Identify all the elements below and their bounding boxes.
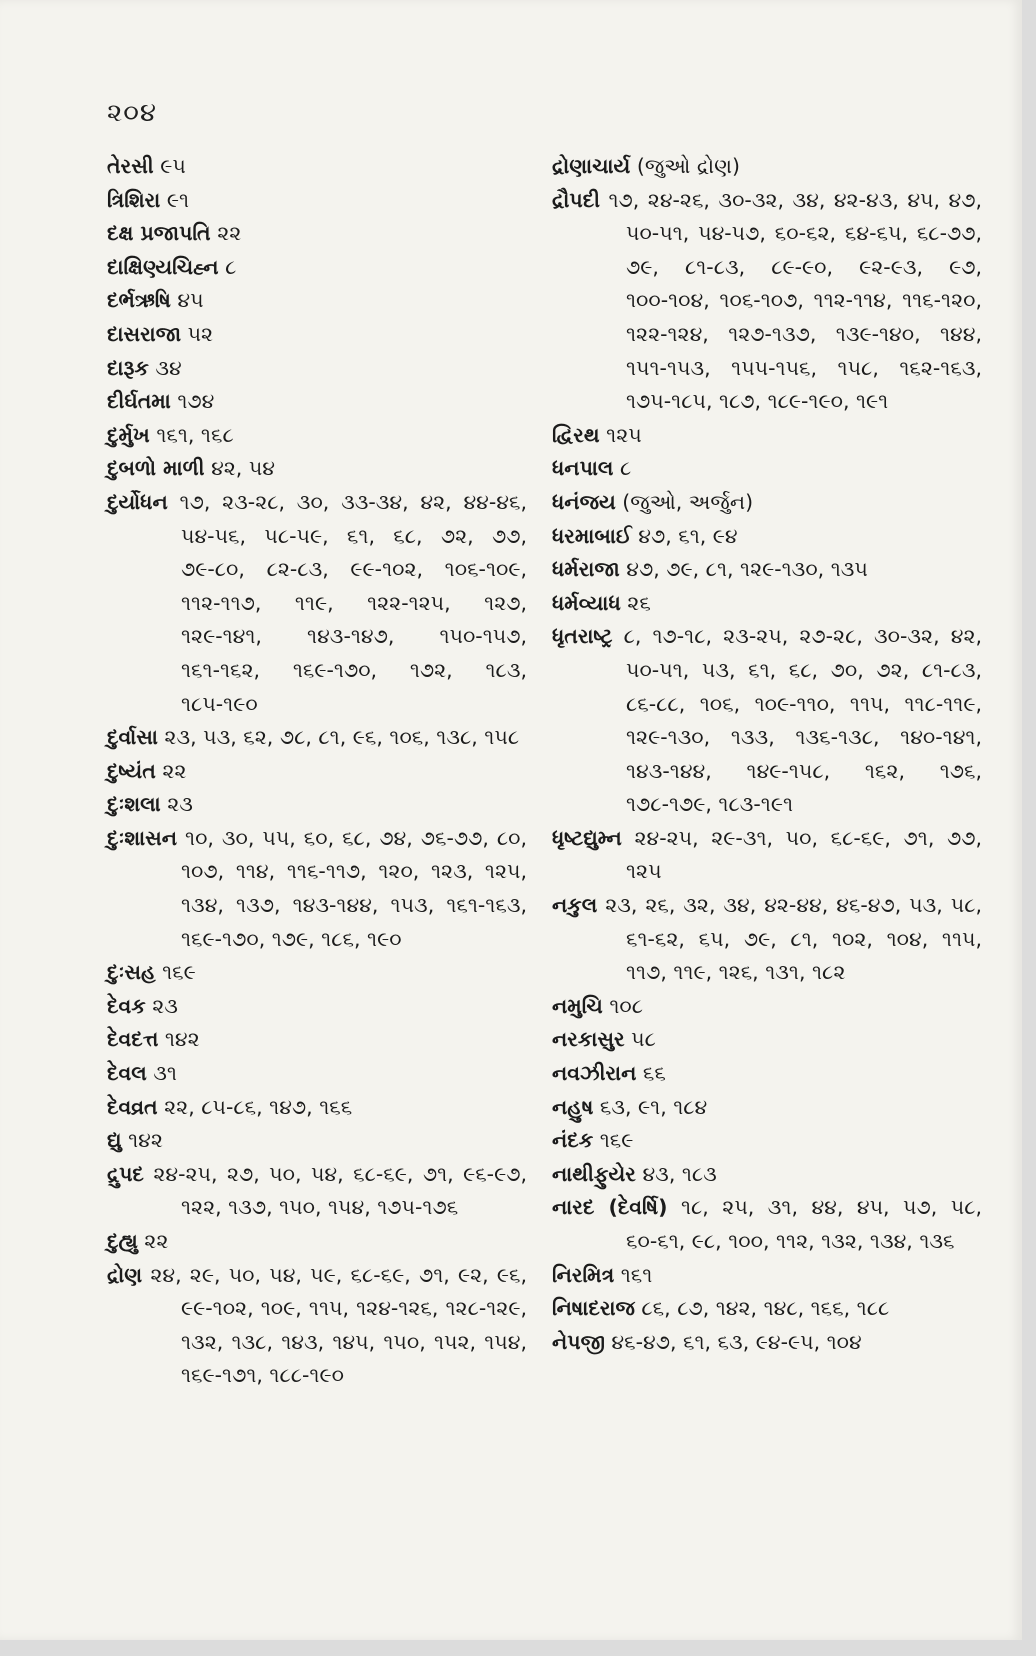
index-column-right <box>552 150 982 1359</box>
index-term: દ્યુ <box>107 1128 122 1153</box>
index-page-refs: ૮, ૧૭-૧૮, ૨૩-૨૫, ૨૭-૨૮, ૩૦-૩૨, ૪૨, ૫૦-૫૧, ૫૩, ૬૧, ૬૮, ૭૦, ૭૨, ૮૧-૮૩, ૮૬-૮૮, ૧૦૬, ૧૦૯-૧૧૦, ૧૧૫, ૧૧૮-૧૧૯, ૧૨૯-૧૩૦, ૧૩૩, ૧૩૬-૧૩૮, ૧૪૦-૧૪૧, ૧૪૩-૧૪૪, ૧૪૯-૧૫૮, ૧૬૨, ૧૭૬, ૧૭૮-૧૭૯, ૧૮૩-૧૯૧ <box>623 624 982 817</box>
index-term: નાથીફુયેર <box>552 1161 636 1186</box>
index-page-refs: ૨૩, ૨૬, ૩૨, ૩૪, ૪૨-૪૪, ૪૬-૪૭, ૫૩, ૫૮, ૬૧-૬૨, ૬૫, ૭૯, ૮૧, ૧૦૨, ૧૦૪, ૧૧૫, ૧૧૭, ૧૧૯, ૧૨૬, ૧૩૧, ૧૮૨ <box>605 893 982 985</box>
index-term: દાસરાજા <box>107 321 182 346</box>
index-page-refs: ૨૩, ૫૩, ૬૨, ૭૮, ૮૧, ૯૬, ૧૦૬, ૧૩૮, ૧૫૮ <box>164 725 520 750</box>
index-entry <box>107 1225 527 1259</box>
index-page-refs: ૩૪ <box>155 355 182 380</box>
index-entry <box>552 587 982 621</box>
index-term: દીર્ઘતમા <box>107 389 171 414</box>
index-page-refs: ૨૩ <box>167 792 193 817</box>
index-page-refs: ૧૦૮ <box>609 993 643 1018</box>
index-page-refs: ૧૬૯ <box>599 1128 634 1153</box>
index-term: નંદક <box>552 1128 594 1153</box>
index-term: દુર્યોધન <box>107 489 168 514</box>
index-term: દુહ્યુ <box>107 1229 138 1253</box>
index-term: નિષાદરાજ <box>552 1296 635 1321</box>
index-term: દુર્વાસા <box>107 725 158 750</box>
index-page-refs: ૪૫ <box>177 288 204 313</box>
index-page-refs: ૪૩, ૧૮૩ <box>642 1161 717 1186</box>
index-entry <box>107 1124 527 1158</box>
index-entry <box>107 1057 527 1091</box>
index-entry <box>552 1259 982 1293</box>
index-page-refs: ૪૭, ૬૧, ૯૪ <box>638 523 738 548</box>
index-entry <box>107 150 527 184</box>
index-page-refs: ૬૬ <box>642 1061 666 1086</box>
index-entry <box>552 1057 982 1091</box>
index-entry <box>107 721 527 755</box>
index-page-refs: ૧૬૯ <box>162 960 196 985</box>
index-page-refs: ૨૩ <box>152 993 178 1018</box>
index-page-refs: ૪૬-૪૭, ૬૧, ૬૩, ૯૪-૯૫, ૧૦૪ <box>611 1329 862 1354</box>
index-term: દ્રોણાચાર્ય <box>552 154 631 178</box>
index-page-refs: ૧૬૧ <box>620 1262 653 1287</box>
index-page-refs: ૧૦, ૩૦, ૫૫, ૬૦, ૬૮, ૭૪, ૭૬-૭૭, ૮૦, ૧૦૭, ૧૧૪, ૧૧૬-૧૧૭, ૧૨૦, ૧૨૩, ૧૨૫, ૧૩૪, ૧૩૭, ૧૪૩-૧૪૪, ૧૫૩, ૧૬૧-૧૬૩, ૧૬૯-૧૭૦, ૧૭૯, ૧૮૬, ૧૯૦ <box>181 825 527 951</box>
index-entry <box>552 889 982 990</box>
index-page-refs: ૮ <box>225 254 237 279</box>
index-entry <box>552 1292 982 1326</box>
index-term: દ્વિરથ <box>552 422 600 447</box>
index-entry <box>552 452 982 486</box>
index-entry <box>552 822 982 889</box>
index-page-refs: ૯૧ <box>166 187 190 212</box>
index-entry <box>107 486 527 721</box>
index-page-refs: ૨૪-૨૫, ૨૭, ૫૦, ૫૪, ૬૮-૬૯, ૭૧, ૯૬-૯૭, ૧૨૨, ૧૩૭, ૧૫૦, ૧૫૪, ૧૭૫-૧૭૬ <box>153 1161 527 1220</box>
index-page-refs: ૧૨૫ <box>606 422 642 447</box>
index-term: નવઝીરાન <box>552 1061 637 1086</box>
index-term: ધનપાલ <box>552 456 614 481</box>
index-term: દુષ્યંત <box>107 758 156 783</box>
index-entry <box>552 990 982 1024</box>
index-term: દેવલ <box>107 1061 147 1086</box>
index-term: દુર્મુખ <box>107 422 150 447</box>
index-term: દારૂક <box>107 355 149 380</box>
index-term: દ્રૌપદી <box>552 187 601 212</box>
index-entry <box>107 452 527 486</box>
index-page-refs: ૧૭, ૨૪-૨૬, ૩૦-૩૨, ૩૪, ૪૨-૪૩, ૪૫, ૪૭, ૫૦-૫૧, ૫૪-૫૭, ૬૦-૬૨, ૬૪-૬૫, ૬૮-૭૭, ૭૯, ૮૧-૮૩, ૮૯-૯૦, ૯૨-૯૩, ૯૭, ૧૦૦-૧૦૪, ૧૦૬-૧૦૭, ૧૧૨-૧૧૪, ૧૧૬-૧૨૦, ૧૨૨-૧૨૪, ૧૨૭-૧૩૭, ૧૩૯-૧૪૦, ૧૪૪, ૧૫૧-૧૫૩, ૧૫૫-૧૫૬, ૧૫૮, ૧૬૨-૧૬૩, ૧૭૫-૧૮૫, ૧૮૭, ૧૮૯-૧૯૦, ૧૯૧ <box>608 187 982 414</box>
index-term: ધૃતરાષ્ટ્ર <box>552 624 613 649</box>
index-term: નિરમિત્ર <box>552 1262 615 1287</box>
index-term: દેવદત્ત <box>107 1027 159 1052</box>
index-entry <box>107 755 527 789</box>
index-entry <box>107 956 527 990</box>
index-term: ધરમાબાઈ <box>552 523 632 548</box>
index-term: દ્રુપદ <box>107 1161 144 1186</box>
index-page-refs: ૪૨, ૫૪ <box>211 456 276 481</box>
index-page-refs: ૨૨ <box>217 221 242 246</box>
index-page-refs: ૫૨ <box>187 321 214 346</box>
index-entry <box>107 385 527 419</box>
index-entry <box>552 486 982 520</box>
index-entry <box>107 990 527 1024</box>
index-term: દ્રોણ <box>107 1262 143 1287</box>
index-term: ધર્મરાજા <box>552 557 620 582</box>
index-entry <box>552 1023 982 1057</box>
index-term: દુઃશલા <box>107 792 161 817</box>
index-entry <box>107 419 527 453</box>
page-number: ૨૦૪ <box>107 98 158 128</box>
index-term: નરકાસુર <box>552 1027 625 1052</box>
index-term: નહુષ <box>552 1094 594 1119</box>
index-entry <box>107 284 527 318</box>
index-term: ધૃષ્ટદ્યુમ્ન <box>552 825 622 850</box>
index-page-refs: ૫૮ <box>631 1027 656 1052</box>
index-entry <box>107 352 527 386</box>
index-entry <box>552 553 982 587</box>
index-entry <box>552 1191 982 1258</box>
index-entry <box>107 1023 527 1057</box>
index-term: ધનંજય <box>552 489 616 514</box>
index-page-refs: ૧૭૪ <box>177 389 215 414</box>
index-term: દેવવ્રત <box>107 1094 158 1119</box>
index-entry <box>552 1124 982 1158</box>
index-page-refs: ૨૨, ૮૫-૮૬, ૧૪૭, ૧૬૬ <box>164 1094 353 1119</box>
index-term: નારદ (દેવર્ષિ) <box>552 1195 668 1220</box>
index-entry <box>107 1091 527 1125</box>
index-page-refs: ૮ <box>619 456 632 481</box>
index-term: દુઃસહ <box>107 960 156 985</box>
index-page-refs: (જુઓ, અર્જુન) <box>622 489 754 514</box>
index-page-refs: ૨૬ <box>627 590 651 615</box>
index-term: દુબળો માળી <box>107 456 205 481</box>
index-term: દાક્ષિણ્યચિહ્ન <box>107 254 219 279</box>
index-entry <box>107 184 527 218</box>
index-entry <box>552 150 982 184</box>
index-page-refs: ૨૨ <box>162 758 187 783</box>
index-entry <box>552 1091 982 1125</box>
index-entry <box>107 1158 527 1225</box>
index-page-refs: ૪૭, ૭૯, ૮૧, ૧૨૯-૧૩૦, ૧૩૫ <box>626 557 868 582</box>
index-page-refs: ૧૭, ૨૩-૨૮, ૩૦, ૩૩-૩૪, ૪૨, ૪૪-૪૬, ૫૪-૫૬, ૫૮-૫૯, ૬૧, ૬૮, ૭૨, ૭૭, ૭૯-૮૦, ૮૨-૮૩, ૯૯-૧૦૨, ૧૦૬-૧૦૯, ૧૧૨-૧૧૭, ૧૧૯, ૧૨૨-૧૨૫, ૧૨૭, ૧૨૯-૧૪૧, ૧૪૩-૧૪૭, ૧૫૦-૧૫૭, ૧૬૧-૧૬૨, ૧૬૯-૧૭૦, ૧૭૨, ૧૮૩, ૧૮૫-૧૯૦ <box>179 489 527 716</box>
index-entry <box>107 251 527 285</box>
index-term: ત્રિશિરા <box>107 187 161 212</box>
index-page-refs: ૧૪૨ <box>164 1027 200 1052</box>
index-term: દેવક <box>107 993 146 1018</box>
index-term: નેપજી <box>552 1329 605 1354</box>
index-entry <box>552 184 982 419</box>
index-page-refs: ૯૫ <box>160 154 186 178</box>
index-term: નકુલ <box>552 893 598 918</box>
index-entry <box>552 419 982 453</box>
index-column-left <box>107 150 527 1393</box>
index-page-refs: ૧૬૧, ૧૬૮ <box>156 422 234 447</box>
index-term: નમુચિ <box>552 993 603 1018</box>
index-page-refs: ૩૧ <box>153 1061 177 1086</box>
index-entry <box>107 217 527 251</box>
index-term: તેરસી <box>107 154 154 178</box>
index-page-refs: (જુઓ દ્રોણ) <box>636 154 740 178</box>
index-page-refs: ૨૪-૨૫, ૨૯-૩૧, ૫૦, ૬૮-૬૯, ૭૧, ૭૭, ૧૨૫ <box>626 825 982 884</box>
index-term: ધર્મવ્યાધ <box>552 590 621 615</box>
index-entry <box>107 788 527 822</box>
index-entry <box>107 822 527 956</box>
index-entry <box>552 620 982 822</box>
index-page-refs: ૮૬, ૮૭, ૧૪૨, ૧૪૮, ૧૬૬, ૧૮૮ <box>641 1296 890 1321</box>
index-page-refs: ૨૨ <box>144 1229 169 1253</box>
index-entry <box>552 520 982 554</box>
index-entry <box>107 1259 527 1393</box>
index-term: દર્ભઋષિ <box>107 288 171 313</box>
index-page-refs: ૨૪, ૨૯, ૫૦, ૫૪, ૫૯, ૬૮-૬૯, ૭૧, ૯૨, ૯૬, ૯૯-૧૦૨, ૧૦૯, ૧૧૫, ૧૨૪-૧૨૬, ૧૨૮-૧૨૯, ૧૩૨, ૧૩૮, ૧૪૩, ૧૪૫, ૧૫૦, ૧૫૨, ૧૫૪, ૧૬૯-૧૭૧, ૧૮૮-૧૯૦ <box>150 1262 527 1388</box>
index-entry <box>552 1158 982 1192</box>
index-term: દુઃશાસન <box>107 825 178 850</box>
index-page-refs: ૧૪૨ <box>128 1128 163 1153</box>
index-entry <box>552 1326 982 1360</box>
index-page-refs: ૧૮, ૨૫, ૩૧, ૪૪, ૪૫, ૫૭, ૫૮, ૬૦-૬૧, ૯૮, ૧૦૦, ૧૧૨, ૧૩૨, ૧૩૪, ૧૩૬ <box>626 1195 982 1253</box>
index-term: દક્ષ પ્રજાપતિ <box>107 221 211 246</box>
index-page-refs: ૬૩, ૯૧, ૧૮૪ <box>599 1094 708 1119</box>
index-entry <box>107 318 527 352</box>
